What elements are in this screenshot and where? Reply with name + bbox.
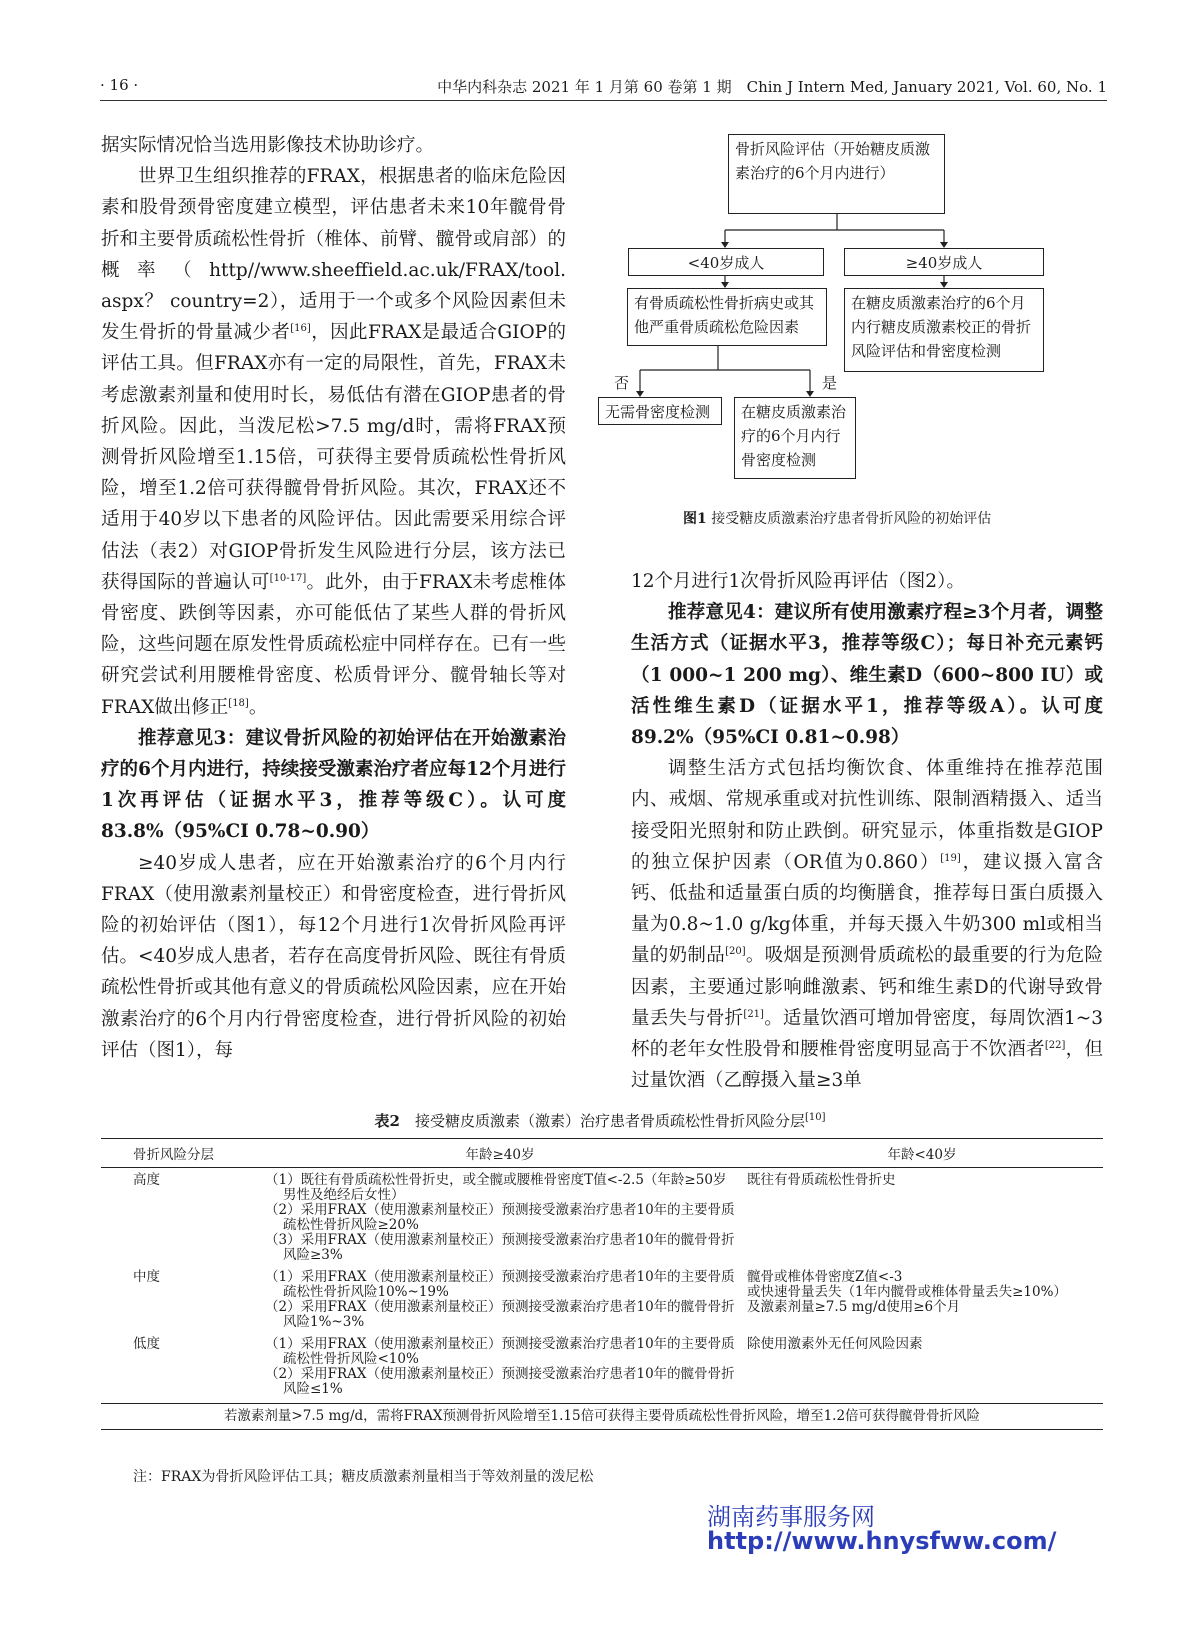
flow-box-bmd-test: 在糖皮质激素治疗的6个月内行骨密度检测	[734, 397, 856, 479]
risk-level: 低度	[133, 1336, 160, 1352]
flow-box-over-40-action: 在糖皮质激素治疗的6个月内行糖皮质激素校正的骨折风险评估和骨密度检测	[844, 288, 1044, 372]
paragraph: ≥40岁成人患者，应在开始激素治疗的6个月内行FRAX（使用激素剂量校正）和骨密度检查，进行骨折风险的初始评估（图1），每12个月进行1次骨折风险再评估。<40岁成人患者，若存在高度骨折风险、既往有骨质疏松性骨折或其他有意义的骨质疏松风险因素，应在开始激素治疗的6个月内行骨密度检查，进行骨折风险的初始评估（图1），每	[101, 852, 566, 1061]
citation: [10-17]	[269, 572, 307, 584]
risk-stratification-table	[101, 1138, 1103, 1430]
criteria-under-40: 除使用激素外无任何风险因素	[747, 1336, 923, 1352]
criteria-over-40: （1）采用FRAX（使用激素剂量校正）预测接受激素治疗患者10年的主要骨质疏松性骨折风险10%~19% （2）采用FRAX（使用激素剂量校正）预测接受激素治疗患者10年的髋骨骨折风险1%~3%	[265, 1269, 735, 1330]
flow-box-over-40: ≥40岁成人	[844, 248, 1044, 276]
table-footer: 若激素剂量>7.5 mg/d，需将FRAX预测骨折风险增至1.15倍可获得主要骨质疏松性骨折风险，增至1.2倍可获得髋骨骨折风险	[101, 1404, 1103, 1430]
criteria-under-40: 髋骨或椎体骨密度Z值<-3 或快速骨量丢失（1年内髋骨或椎体骨量丢失≥10%） 及激素剂量≥7.5 mg/d使用≥6个月	[747, 1269, 1067, 1315]
journal-citation: 中华内科杂志 2021 年 1 月第 60 卷第 1 期 Chin J Intern Med, January 2021, Vol. 60, No. 1	[437, 78, 1107, 96]
citation: [10]	[804, 1112, 826, 1123]
risk-level: 中度	[133, 1269, 160, 1285]
table-row	[101, 1332, 1103, 1404]
flow-box-no-bmd: 无需骨密度检测	[598, 397, 722, 425]
citation: [22]	[1044, 1039, 1066, 1051]
paragraph: 12个月进行1次骨折风险再评估（图2）。	[631, 571, 965, 592]
column-header: 骨折风险分层	[101, 1139, 259, 1168]
column-header: 年龄≥40岁	[259, 1139, 741, 1168]
watermark-site-name: 湖南药事服务网	[707, 1503, 875, 1531]
table-row	[101, 1265, 1103, 1332]
paragraph: 据实际情况恰当选用影像技术协助诊疗。	[101, 135, 435, 156]
watermark-url[interactable]: http://www.hnysfww.com/	[707, 1527, 1057, 1555]
citation: [18]	[228, 697, 249, 709]
recommendation-3: 推荐意见3：建议骨折风险的初始评估在开始激素治疗的6个月内进行，持续接受激素治疗者应每12个月进行1次再评估（证据水平3，推荐等级C）。认可度83.8%（95%CI 0.78~0.90）	[101, 727, 566, 843]
paragraph-frax: 世界卫生组织推荐的FRAX，根据患者的临床危险因素和股骨颈骨密度建立模型，评估患者未来10年髋骨骨折和主要骨质疏松性骨折（椎体、前臂、髋骨或肩部）的概率（http//www.sheeffield.ac.uk/FRAX/tool. aspx？ country=2），适用于一个或多个风险因素但未发生骨折的骨量减少者[16]，因此FRAX是最适合GIOP的评估工具。但FRAX亦有一定的局限性，首先，FRAX未考虑激素剂量和使用时长，易低估有潜在GIOP患者的骨折风险。因此，当泼尼松>7.5 mg/d时，需将FRAX预测骨折风险增至1.15倍，可获得主要骨质疏松性骨折风险，增至1.2倍可获得髋骨骨折风险。其次，FRAX还不适用于40岁以下患者的风险评估。因此需要采用综合评估法（表2）对GIOP骨折发生风险进行分层，该方法已获得国际的普遍认可[10-17]。此外，由于FRAX未考虑椎体骨密度、跌倒等因素，亦可能低估了某些人群的骨折风险，这些问题在原发性骨质疏松症中同样存在。已有一些研究尝试利用腰椎骨密度、松质骨评分、髋骨轴长等对FRAX做出修正[18]。	[101, 166, 566, 718]
flow-box-fracture-history: 有骨质疏松性骨折病史或其他严重骨质疏松危险因素	[627, 288, 827, 346]
page-number: · 16 ·	[100, 76, 139, 94]
table-footer-row	[101, 1404, 1103, 1430]
table-row	[101, 1168, 1103, 1266]
citation: [19]	[940, 852, 961, 864]
citation: [16]	[290, 323, 311, 335]
paragraph-lifestyle: 调整生活方式包括均衡饮食、体重维持在推荐范围内、戒烟、常规承重或对抗性训练、限制酒精摄入、适当接受阳光照射和防止跌倒。研究显示，体重指数是GIOP的独立保护因素（OR值为0.860）[19]，建议摄入富含钙、低盐和适量蛋白质的均衡膳食，推荐每日蛋白质摄入量为0.8~1.0 g/kg体重，并每天摄入牛奶300 ml或相当量的奶制品[20]。吸烟是预测骨质疏松的最重要的行为危险因素，主要通过影响雌激素、钙和维生素D的代谢导致骨量丢失与骨折[21]。适量饮酒可增加骨密度，每周饮酒1~3杯的老年女性股骨和腰椎骨密度明显高于不饮酒者[22]，但过量饮酒（乙醇摄入量≥3单	[631, 758, 1103, 1092]
criteria-under-40: 既往有骨质疏松性骨折史	[747, 1172, 896, 1188]
table-title: 表2 接受糖皮质激素（激素）治疗患者骨质疏松性骨折风险分层[10]	[374, 1112, 826, 1130]
column-header: 年龄<40岁	[741, 1139, 1103, 1168]
criteria-over-40: （1）采用FRAX（使用激素剂量校正）预测接受激素治疗患者10年的主要骨质疏松性骨折风险<10% （2）采用FRAX（使用激素剂量校正）预测接受激素治疗患者10年的髋骨骨折风险≤1%	[265, 1336, 735, 1397]
recommendation-4: 推荐意见4：建议所有使用激素疗程≥3个月者，调整生活方式（证据水平3，推荐等级C）；每日补充元素钙（1 000~1 200 mg）、维生素D（600~800 IU）或活性维生素D（证据水平1，推荐等级A）。认可度89.2%（95%CI 0.81~0.98）	[631, 602, 1103, 749]
flow-label-yes: 是	[822, 374, 838, 392]
right-column	[631, 566, 1103, 1096]
citation: [20]	[725, 946, 746, 958]
citation: [21]	[743, 1008, 764, 1020]
flow-label-no: 否	[614, 374, 630, 392]
figure-caption: 图1 接受糖皮质激素治疗患者骨折风险的初始评估	[683, 511, 992, 527]
criteria-over-40: （1）既往有骨质疏松性骨折史，或全髋或腰椎骨密度T值<-2.5（年龄≥50岁男性及绝经后女性） （2）采用FRAX（使用激素剂量校正）预测接受激素治疗患者10年的主要骨质疏松性骨折风险≥20% （3）采用FRAX（使用激素剂量校正）预测接受激素治疗患者10年的髋骨骨折风险≥3%	[265, 1172, 735, 1263]
flow-box-risk-assessment: 骨折风险评估（开始糖皮质激素治疗的6个月内进行）	[728, 134, 945, 214]
table-header-row	[101, 1139, 1103, 1168]
flow-box-under-40: <40岁成人	[628, 248, 824, 276]
risk-level: 高度	[133, 1172, 160, 1188]
table-note: 注：FRAX为骨折风险评估工具；糖皮质激素剂量相当于等效剂量的泼尼松	[133, 1469, 594, 1485]
